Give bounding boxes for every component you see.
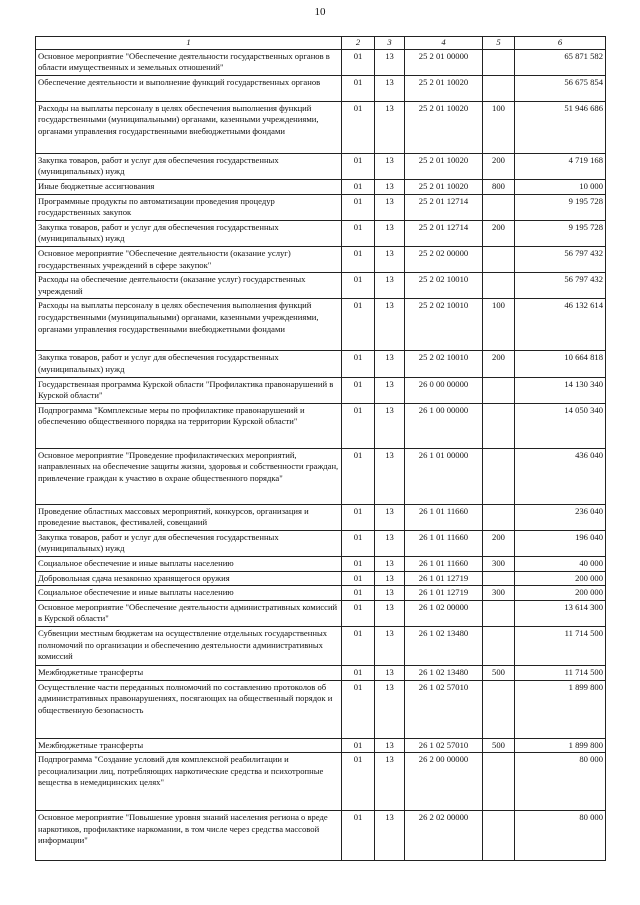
expense-type-cell: 300 <box>483 586 515 601</box>
target-article-cell: 26 1 02 00000 <box>405 600 483 626</box>
subsection-code-cell: 13 <box>375 75 405 101</box>
section-code-cell: 01 <box>342 557 375 572</box>
row-name-cell: Обеспечение деятельности и выполнение функций государственных органов <box>36 75 342 101</box>
section-code-cell: 01 <box>342 600 375 626</box>
table-row <box>36 753 606 811</box>
subsection-code-cell: 13 <box>375 220 405 246</box>
subsection-code-cell: 13 <box>375 811 405 861</box>
target-article-cell: 25 2 01 10020 <box>405 75 483 101</box>
subsection-code-cell: 13 <box>375 586 405 601</box>
table-row <box>36 571 606 586</box>
row-name-cell: Закупка товаров, работ и услуг для обеспечения государственных (муниципальных) нужд <box>36 153 342 179</box>
expense-type-cell <box>483 75 515 101</box>
expense-type-cell <box>483 273 515 299</box>
expense-type-cell <box>483 246 515 272</box>
expense-type-cell: 200 <box>483 530 515 556</box>
subsection-code-cell: 13 <box>375 246 405 272</box>
expense-type-cell: 500 <box>483 738 515 753</box>
subsection-code-cell: 13 <box>375 49 405 75</box>
amount-cell: 56 797 432 <box>515 273 606 299</box>
target-article-cell: 26 1 02 57010 <box>405 680 483 738</box>
target-article-cell: 25 2 02 10010 <box>405 273 483 299</box>
row-name-cell: Основное мероприятие "Повышение уровня знаний населения региона о вреде наркотиков, профилактике наркомании, в том числе через средства массовой информации" <box>36 811 342 861</box>
expense-type-cell <box>483 504 515 530</box>
table-row <box>36 101 606 153</box>
amount-cell: 56 675 854 <box>515 75 606 101</box>
subsection-code-cell: 13 <box>375 403 405 448</box>
row-name-cell: Закупка товаров, работ и услуг для обеспечения государственных (муниципальных) нужд <box>36 530 342 556</box>
row-name-cell: Межбюджетные трансферты <box>36 666 342 681</box>
table-row <box>36 351 606 377</box>
table-row <box>36 273 606 299</box>
section-code-cell: 01 <box>342 811 375 861</box>
row-name-cell: Социальное обеспечение и иные выплаты населению <box>36 586 342 601</box>
section-code-cell: 01 <box>342 571 375 586</box>
table-row <box>36 299 606 351</box>
target-article-cell: 26 1 01 11660 <box>405 557 483 572</box>
expense-type-cell <box>483 680 515 738</box>
section-code-cell: 01 <box>342 220 375 246</box>
amount-cell: 56 797 432 <box>515 246 606 272</box>
target-article-cell: 26 1 02 13480 <box>405 666 483 681</box>
row-name-cell: Добровольная сдача незаконно хранящегося оружия <box>36 571 342 586</box>
section-code-cell: 01 <box>342 680 375 738</box>
expense-type-cell <box>483 377 515 403</box>
table-row <box>36 557 606 572</box>
table-row <box>36 504 606 530</box>
target-article-cell: 25 2 01 12714 <box>405 194 483 220</box>
row-name-cell: Основное мероприятие "Обеспечение деятельности (оказание услуг) государственных учреждений в сфере закупок" <box>36 246 342 272</box>
amount-cell: 46 132 614 <box>515 299 606 351</box>
column-header: 4 <box>405 37 483 50</box>
table-header-row <box>36 37 606 50</box>
expense-type-cell <box>483 571 515 586</box>
row-name-cell: Основное мероприятие "Обеспечение деятельности административных комиссий в Курской области" <box>36 600 342 626</box>
amount-cell: 200 000 <box>515 586 606 601</box>
expense-type-cell: 200 <box>483 351 515 377</box>
target-article-cell: 26 2 00 00000 <box>405 753 483 811</box>
section-code-cell: 01 <box>342 504 375 530</box>
amount-cell: 11 714 500 <box>515 666 606 681</box>
row-name-cell: Иные бюджетные ассигнования <box>36 179 342 194</box>
subsection-code-cell: 13 <box>375 101 405 153</box>
section-code-cell: 01 <box>342 194 375 220</box>
target-article-cell: 25 2 01 12714 <box>405 220 483 246</box>
expense-type-cell <box>483 49 515 75</box>
table-row <box>36 586 606 601</box>
table-row <box>36 246 606 272</box>
page-number: 10 <box>314 6 326 18</box>
subsection-code-cell: 13 <box>375 194 405 220</box>
amount-cell: 200 000 <box>515 571 606 586</box>
target-article-cell: 26 1 01 11660 <box>405 504 483 530</box>
subsection-code-cell: 13 <box>375 753 405 811</box>
section-code-cell: 01 <box>342 101 375 153</box>
amount-cell: 1 899 800 <box>515 738 606 753</box>
column-header: 1 <box>36 37 342 50</box>
expense-type-cell <box>483 600 515 626</box>
subsection-code-cell: 13 <box>375 153 405 179</box>
column-header: 6 <box>515 37 606 50</box>
expense-type-cell: 100 <box>483 101 515 153</box>
amount-cell: 80 000 <box>515 811 606 861</box>
column-header: 3 <box>375 37 405 50</box>
table-row <box>36 811 606 861</box>
section-code-cell: 01 <box>342 530 375 556</box>
section-code-cell: 01 <box>342 246 375 272</box>
row-name-cell: Государственная программа Курской области "Профилактика правонарушений в Курской области" <box>36 377 342 403</box>
target-article-cell: 25 2 01 10020 <box>405 179 483 194</box>
subsection-code-cell: 13 <box>375 299 405 351</box>
section-code-cell: 01 <box>342 351 375 377</box>
table-row <box>36 75 606 101</box>
section-code-cell: 01 <box>342 448 375 504</box>
table-row <box>36 600 606 626</box>
section-code-cell: 01 <box>342 738 375 753</box>
expense-type-cell: 500 <box>483 666 515 681</box>
table-row <box>36 220 606 246</box>
amount-cell: 9 195 728 <box>515 220 606 246</box>
target-article-cell: 25 2 02 00000 <box>405 246 483 272</box>
table-row <box>36 448 606 504</box>
table-row <box>36 153 606 179</box>
table-row <box>36 666 606 681</box>
subsection-code-cell: 13 <box>375 627 405 666</box>
amount-cell: 14 130 340 <box>515 377 606 403</box>
section-code-cell: 01 <box>342 153 375 179</box>
table-row <box>36 403 606 448</box>
expense-type-cell: 200 <box>483 220 515 246</box>
expense-type-cell <box>483 403 515 448</box>
subsection-code-cell: 13 <box>375 557 405 572</box>
budget-table <box>35 36 606 861</box>
row-name-cell: Подпрограмма "Комплексные меры по профилактике правонарушений и обеспечению общественного порядка на территории Курской области" <box>36 403 342 448</box>
row-name-cell: Проведение областных массовых мероприятий, конкурсов, организация и проведение выставок, фестивалей, совещаний <box>36 504 342 530</box>
subsection-code-cell: 13 <box>375 571 405 586</box>
subsection-code-cell: 13 <box>375 351 405 377</box>
expense-type-cell <box>483 627 515 666</box>
amount-cell: 9 195 728 <box>515 194 606 220</box>
table-row <box>36 179 606 194</box>
expense-type-cell: 300 <box>483 557 515 572</box>
subsection-code-cell: 13 <box>375 680 405 738</box>
row-name-cell: Подпрограмма "Создание условий для комплексной реабилитации и ресоциализации лиц, потребляющих наркотические средства и психотропные вещества в немедицинских целях" <box>36 753 342 811</box>
subsection-code-cell: 13 <box>375 504 405 530</box>
section-code-cell: 01 <box>342 627 375 666</box>
subsection-code-cell: 13 <box>375 448 405 504</box>
target-article-cell: 26 1 01 11660 <box>405 530 483 556</box>
subsection-code-cell: 13 <box>375 600 405 626</box>
table-row <box>36 49 606 75</box>
expense-type-cell: 200 <box>483 153 515 179</box>
subsection-code-cell: 13 <box>375 273 405 299</box>
target-article-cell: 25 2 01 00000 <box>405 49 483 75</box>
amount-cell: 80 000 <box>515 753 606 811</box>
target-article-cell: 26 1 01 12719 <box>405 571 483 586</box>
target-article-cell: 26 1 00 00000 <box>405 403 483 448</box>
target-article-cell: 26 1 01 12719 <box>405 586 483 601</box>
row-name-cell: Расходы на выплаты персоналу в целях обеспечения выполнения функций государственными (муниципальными) органами, казенными учреждениями, органами управления государственными внебюджетными фондами <box>36 101 342 153</box>
table-row <box>36 738 606 753</box>
table-row <box>36 194 606 220</box>
target-article-cell: 25 2 02 10010 <box>405 299 483 351</box>
target-article-cell: 26 1 01 00000 <box>405 448 483 504</box>
row-name-cell: Основное мероприятие "Проведение профилактических мероприятий, направленных на обеспечение защиты жизни, здоровья и собственности граждан, привлечение граждан к участию в охране общественного порядка" <box>36 448 342 504</box>
target-article-cell: 25 2 01 10020 <box>405 153 483 179</box>
section-code-cell: 01 <box>342 586 375 601</box>
amount-cell: 1 899 800 <box>515 680 606 738</box>
expense-type-cell <box>483 194 515 220</box>
target-article-cell: 25 2 02 10010 <box>405 351 483 377</box>
amount-cell: 65 871 582 <box>515 49 606 75</box>
row-name-cell: Закупка товаров, работ и услуг для обеспечения государственных (муниципальных) нужд <box>36 351 342 377</box>
target-article-cell: 26 2 02 00000 <box>405 811 483 861</box>
table-row <box>36 530 606 556</box>
row-name-cell: Осуществление части переданных полномочий по составлению протоколов об административных правонарушениях, посягающих на общественный порядок и общественную безопасность <box>36 680 342 738</box>
target-article-cell: 25 2 01 10020 <box>405 101 483 153</box>
amount-cell: 13 614 300 <box>515 600 606 626</box>
section-code-cell: 01 <box>342 666 375 681</box>
section-code-cell: 01 <box>342 75 375 101</box>
expense-type-cell <box>483 753 515 811</box>
row-name-cell: Расходы на обеспечение деятельности (оказание услуг) государственных учреждений <box>36 273 342 299</box>
amount-cell: 436 040 <box>515 448 606 504</box>
table-row <box>36 680 606 738</box>
section-code-cell: 01 <box>342 403 375 448</box>
section-code-cell: 01 <box>342 273 375 299</box>
expense-type-cell: 100 <box>483 299 515 351</box>
expense-type-cell <box>483 811 515 861</box>
target-article-cell: 26 1 02 13480 <box>405 627 483 666</box>
expense-type-cell: 800 <box>483 179 515 194</box>
subsection-code-cell: 13 <box>375 179 405 194</box>
subsection-code-cell: 13 <box>375 377 405 403</box>
amount-cell: 196 040 <box>515 530 606 556</box>
target-article-cell: 26 1 02 57010 <box>405 738 483 753</box>
section-code-cell: 01 <box>342 299 375 351</box>
row-name-cell: Социальное обеспечение и иные выплаты населению <box>36 557 342 572</box>
amount-cell: 11 714 500 <box>515 627 606 666</box>
table-row <box>36 377 606 403</box>
amount-cell: 14 050 340 <box>515 403 606 448</box>
section-code-cell: 01 <box>342 377 375 403</box>
section-code-cell: 01 <box>342 179 375 194</box>
subsection-code-cell: 13 <box>375 530 405 556</box>
amount-cell: 40 000 <box>515 557 606 572</box>
row-name-cell: Расходы на выплаты персоналу в целях обеспечения выполнения функций государственными (муниципальными) органами, казенными учреждениями, органами управления государственными внебюджетными фондами <box>36 299 342 351</box>
section-code-cell: 01 <box>342 49 375 75</box>
table-row <box>36 627 606 666</box>
row-name-cell: Закупка товаров, работ и услуг для обеспечения государственных (муниципальных) нужд <box>36 220 342 246</box>
row-name-cell: Субвенции местным бюджетам на осуществление отдельных государственных полномочий по организации и обеспечению деятельности административных комиссий <box>36 627 342 666</box>
target-article-cell: 26 0 00 00000 <box>405 377 483 403</box>
column-header: 5 <box>483 37 515 50</box>
column-header: 2 <box>342 37 375 50</box>
row-name-cell: Межбюджетные трансферты <box>36 738 342 753</box>
amount-cell: 10 664 818 <box>515 351 606 377</box>
amount-cell: 51 946 686 <box>515 101 606 153</box>
expense-type-cell <box>483 448 515 504</box>
amount-cell: 236 040 <box>515 504 606 530</box>
row-name-cell: Программные продукты по автоматизации проведения процедур государственных закупок <box>36 194 342 220</box>
subsection-code-cell: 13 <box>375 666 405 681</box>
row-name-cell: Основное мероприятие "Обеспечение деятельности государственных органов в области имущественных и земельных отношений" <box>36 49 342 75</box>
amount-cell: 4 719 168 <box>515 153 606 179</box>
amount-cell: 10 000 <box>515 179 606 194</box>
subsection-code-cell: 13 <box>375 738 405 753</box>
section-code-cell: 01 <box>342 753 375 811</box>
